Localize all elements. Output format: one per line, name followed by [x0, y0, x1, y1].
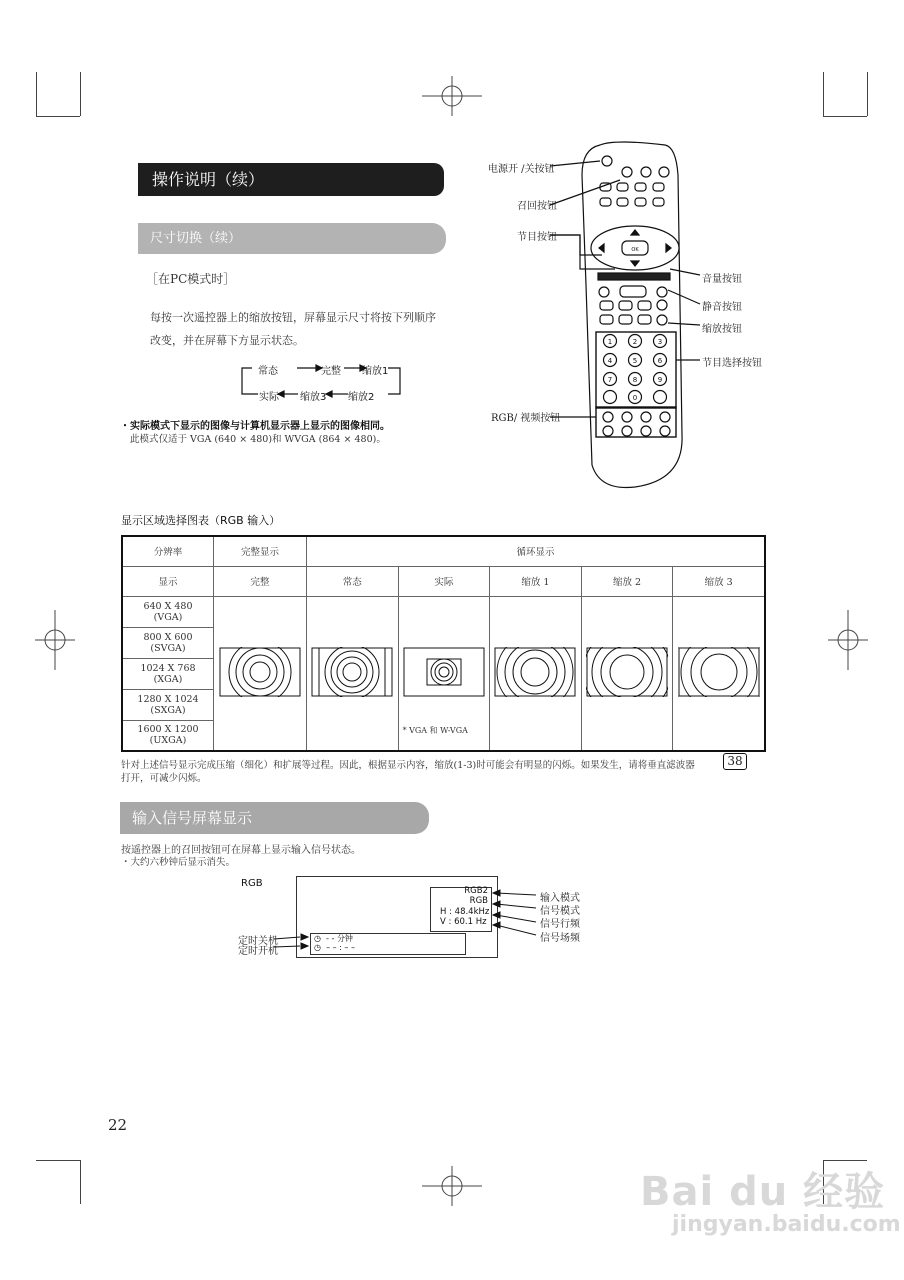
- label-signal-mode: 信号模式: [540, 906, 580, 917]
- label-v-freq: 信号场频: [540, 933, 580, 944]
- col-zoom1: 缩放 1: [490, 566, 582, 596]
- osd-leader-arrows: [230, 884, 550, 954]
- label-off-timer: 定时关机: [238, 936, 278, 947]
- key-3: 3: [657, 338, 663, 346]
- key-0: 0: [632, 394, 638, 402]
- preview-actual-image: [403, 647, 485, 697]
- preview-normal-image: [311, 647, 393, 697]
- key-1: 1: [607, 338, 613, 346]
- osd-v-freq: V : 60.1 Hz: [440, 917, 487, 927]
- watermark-url: jingyan.baidu.com: [672, 1212, 901, 1237]
- preview-zoom1: [490, 596, 582, 751]
- preview-zoom3: [673, 596, 765, 751]
- preview-actual: [398, 596, 490, 751]
- label-zoom-button: 缩放按钮: [702, 324, 742, 335]
- flow-full: 完整: [321, 366, 341, 377]
- clock-off-icon: ◷: [314, 934, 321, 943]
- flow-zoom3: 缩放3: [300, 392, 327, 403]
- preview-full-image: [219, 647, 301, 697]
- input-osd-line1: 按遥控器上的召回按钮可在屏幕上显示输入信号状态。: [121, 845, 361, 856]
- actual-mode-note: ・实际模式下显示的图像与计算机显示器上显示的图像相同。: [120, 421, 390, 432]
- flow-actual: 实际: [259, 392, 279, 403]
- res-row-svga: 800 X 600 (SVGA): [122, 627, 214, 658]
- key-8: 8: [632, 376, 638, 384]
- osd-off-timer: - - 分钟: [326, 934, 353, 943]
- col-cycle-display: 循环显示: [307, 536, 766, 566]
- key-4: 4: [607, 357, 613, 365]
- label-mute-button: 静音按钮: [702, 302, 742, 313]
- key-2: 2: [632, 338, 638, 346]
- display-area-table: [121, 535, 766, 752]
- flow-zoom1: 缩放1: [362, 366, 389, 377]
- col-zoom2: 缩放 2: [581, 566, 673, 596]
- label-input-mode: 输入模式: [540, 893, 580, 904]
- label-channel-button: 节目选择按钮: [702, 358, 762, 369]
- pc-mode-subheading: ［在PC模式时］: [146, 272, 236, 286]
- res-row-uxga: 1600 X 1200 (UXGA): [122, 720, 214, 751]
- col-normal: 常态: [307, 566, 399, 596]
- osd-signal: RGB: [469, 896, 488, 906]
- size-switch-body-2: 改变，并在屏幕下方显示状态。: [150, 334, 304, 347]
- col-full-display: 完整显示: [214, 536, 307, 566]
- table-title: 显示区域选择图表（RGB 输入）: [121, 514, 281, 527]
- label-power-button: 电源开 /关按钮: [488, 164, 555, 175]
- actual-note: * VGA 和 W-VGA: [402, 726, 468, 735]
- key-5: 5: [632, 357, 638, 365]
- preview-zoom3-image: [678, 647, 760, 697]
- col-zoom3: 缩放 3: [673, 566, 765, 596]
- key-ok: OK: [631, 247, 639, 253]
- clock-on-icon: ◷: [314, 943, 321, 952]
- preview-full: [214, 596, 307, 751]
- res-row-sxga: 1280 X 1024 (SXGA): [122, 689, 214, 720]
- osd-screen-label: RGB: [241, 878, 263, 889]
- page-title: 操作说明（续）: [138, 163, 444, 196]
- flow-zoom2: 缩放2: [348, 392, 375, 403]
- page-number: 22: [108, 1116, 128, 1134]
- col-display: 显示: [122, 566, 214, 596]
- key-7: 7: [607, 376, 613, 384]
- page-ref-badge: 38: [723, 753, 747, 770]
- section-title-size-switch: 尺寸切换（续）: [138, 223, 446, 254]
- preview-zoom1-image: [494, 647, 576, 697]
- size-switch-body-1: 每按一次遥控器上的缩放按钮，屏幕显示尺寸将按下列顺序: [150, 311, 436, 324]
- table-footnote-2: 打开，可减少闪烁。: [121, 773, 207, 784]
- osd-h-freq: H : 48.4kHz: [440, 907, 490, 917]
- actual-mode-limit-note: 此模式仅适于 VGA (640 × 480)和 WVGA (864 × 480)。: [130, 434, 386, 445]
- res-row-xga: 1024 X 768 (XGA): [122, 658, 214, 689]
- remote-control: [470, 135, 770, 495]
- table-footnote-1: 针对上述信号显示完成压缩（细化）和扩展等过程。因此，根据显示内容，缩放(1-3)时可能会有明显的闪烁。如果发生，请将垂直滤波器: [121, 760, 695, 771]
- osd-on-timer: – – : – –: [326, 943, 355, 952]
- label-volume-button: 音量按钮: [702, 274, 742, 285]
- osd-mode: RGB2: [464, 886, 488, 896]
- preview-zoom2: [581, 596, 673, 751]
- col-actual: 实际: [398, 566, 490, 596]
- label-on-timer: 定时开机: [238, 946, 278, 957]
- label-rgb-video-button: RGB/ 视频按钮: [491, 413, 561, 424]
- flow-normal: 常态: [258, 366, 278, 377]
- preview-zoom2-image: [586, 647, 668, 697]
- res-row-vga: 640 X 480 (VGA): [122, 596, 214, 627]
- key-9: 9: [657, 376, 663, 384]
- watermark-logo: Bai du 经验: [640, 1169, 886, 1215]
- col-full: 完整: [214, 566, 307, 596]
- label-program-button: 节目按钮: [517, 232, 557, 243]
- section-title-input-osd: 输入信号屏幕显示: [120, 802, 429, 834]
- label-recall-button: 召回按钮: [517, 201, 557, 212]
- key-6: 6: [657, 357, 663, 365]
- preview-normal: [307, 596, 399, 751]
- col-resolution: 分辨率: [122, 536, 214, 566]
- label-h-freq: 信号行频: [540, 919, 580, 930]
- input-osd-line2: ・大约六秒钟后显示消失。: [121, 857, 236, 868]
